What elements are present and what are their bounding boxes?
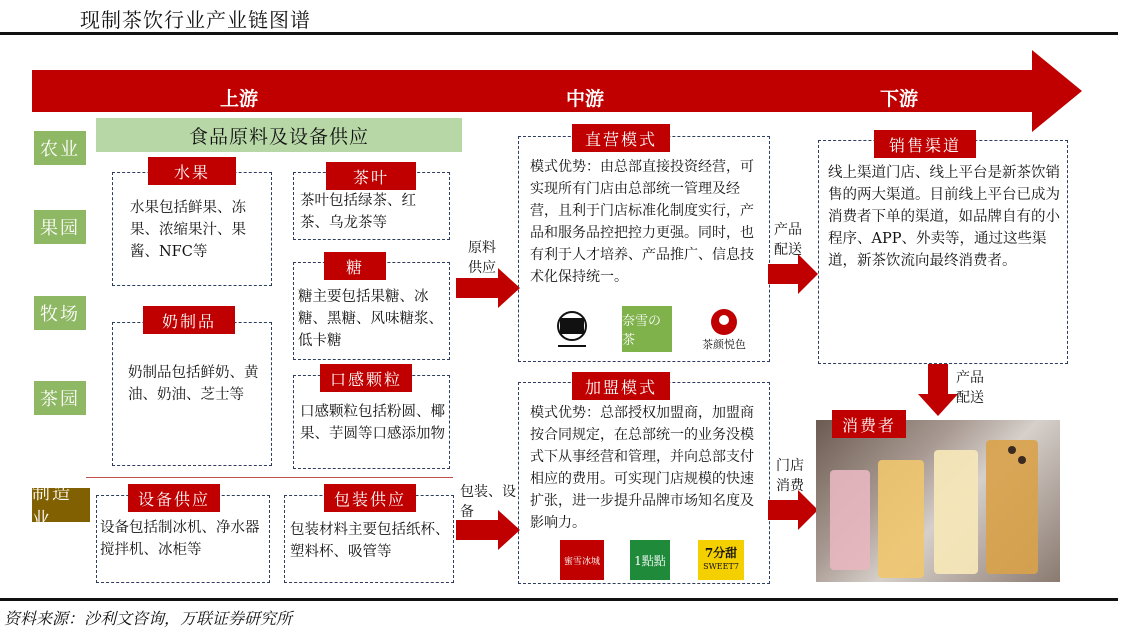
sales-channel-label: 销售渠道 [874, 130, 976, 158]
direct-model-text: 模式优势：由总部直接投资经营，可实现所有门店由总部统一管理及经营，且利于门店标准化制度实行，产品和服务品控把控力更强。同时，也有利于人才培养、产品推广、信息技术化保持统一。 [530, 159, 754, 285]
equipment-label: 设备供应 [128, 484, 220, 512]
mixue-logo-text: 蜜雪冰城 [563, 556, 600, 567]
tea-label: 茶叶 [326, 162, 416, 190]
store-consumption-label: 门店消费 [776, 458, 804, 494]
chayan-logo [696, 306, 752, 354]
pack-supply-label: 包装、设备 [460, 484, 516, 520]
product-delivery-arrow-1 [768, 254, 820, 294]
page-title: 现制茶饮行业产业链图谱 [80, 8, 311, 32]
section-divider [86, 477, 453, 478]
side-label-manufacturing: 制造业 [32, 488, 90, 522]
sweet7-logo [698, 540, 744, 580]
dairy-label: 奶制品 [143, 306, 235, 334]
raw-supply-label: 原料供应 [468, 240, 496, 276]
product-delivery-label-2: 产品配送 [956, 370, 984, 406]
yidiandian-logo [630, 540, 670, 580]
mixue-logo [560, 540, 604, 580]
top-rule [0, 32, 1118, 35]
side-label-agriculture: 农业 [34, 131, 86, 165]
stage-upstream: 上游 [220, 88, 259, 110]
source-note: 资料来源：沙利文咨询，万联证券研究所 [4, 609, 293, 628]
topping-label: 口感颗粒 [320, 364, 412, 392]
sweet7-logo-subtext: SWEET7 [703, 562, 739, 571]
sales-channel-text: 线上渠道门店、线上平台是新茶饮销售的两大渠道。目前线上平台已成为消费者下单的渠道，如品牌自有的小程序、APP、外卖等，通过这些渠道，新茶饮流向最终消费者。 [828, 165, 1060, 269]
side-label-tea-garden: 茶园 [34, 381, 86, 415]
supply-header: 食品原料及设备供应 [96, 118, 462, 152]
store-consumption-arrow [768, 490, 820, 530]
consumer-label: 消费者 [832, 410, 906, 438]
fruit-text: 水果包括鲜果、冻果、浓缩果汁、果酱、NFC等 [130, 200, 246, 260]
tea-text: 茶叶包括绿茶、红茶、乌龙茶等 [300, 193, 416, 231]
naixue-logo-text: 奈雪の茶 [622, 314, 662, 348]
raw-supply-arrow [456, 268, 522, 308]
chayan-emblem-icon [710, 308, 738, 336]
tea-cups-image [816, 420, 1060, 582]
naixue-logo [622, 306, 672, 352]
consumer-photo [816, 420, 1060, 582]
chayan-logo-text: 茶颜悦色 [702, 338, 746, 351]
sugar-text: 糖主要包括果糖、冰糖、黑糖、风味糖浆、低卡糖 [298, 289, 443, 349]
equipment-text: 设备包括制冰机、净水器搅拌机、冰柜等 [100, 520, 260, 558]
sugar-label: 糖 [324, 252, 386, 280]
packaging-label: 包装供应 [324, 484, 416, 512]
product-delivery-arrow-2 [918, 364, 958, 416]
franchise-model-text: 模式优势：总部授权加盟商，加盟商按合同规定，在总部统一的业务没模式下从事经营和管理，并向总部支付相应的费用。可实现门店规模的快速扩张，进一步提升品牌市场知名度及影响力。 [530, 405, 754, 531]
stage-midstream: 中游 [566, 88, 605, 110]
bottom-rule [0, 598, 1118, 601]
side-label-ranch: 牧场 [34, 296, 86, 330]
cafe-logo-icon [548, 306, 596, 350]
side-label-orchard: 果园 [34, 210, 86, 244]
product-delivery-label-1: 产品配送 [774, 222, 802, 258]
sweet7-logo-text: 7分甜 [704, 546, 738, 560]
yidiandian-logo-text: 1點點 [634, 553, 666, 568]
dairy-text: 奶制品包括鲜奶、黄油、奶油、芝士等 [128, 365, 259, 403]
pack-supply-arrow [456, 510, 522, 550]
fruit-label: 水果 [148, 157, 236, 185]
franchise-model-label: 加盟模式 [572, 372, 670, 400]
direct-model-label: 直营模式 [572, 124, 670, 152]
stage-downstream: 下游 [880, 88, 919, 110]
packaging-text: 包装材料主要包括纸杯、塑料杯、吸管等 [290, 522, 450, 560]
topping-text: 口感颗粒包括粉圆、椰果、芋圆等口感添加物 [300, 404, 445, 442]
